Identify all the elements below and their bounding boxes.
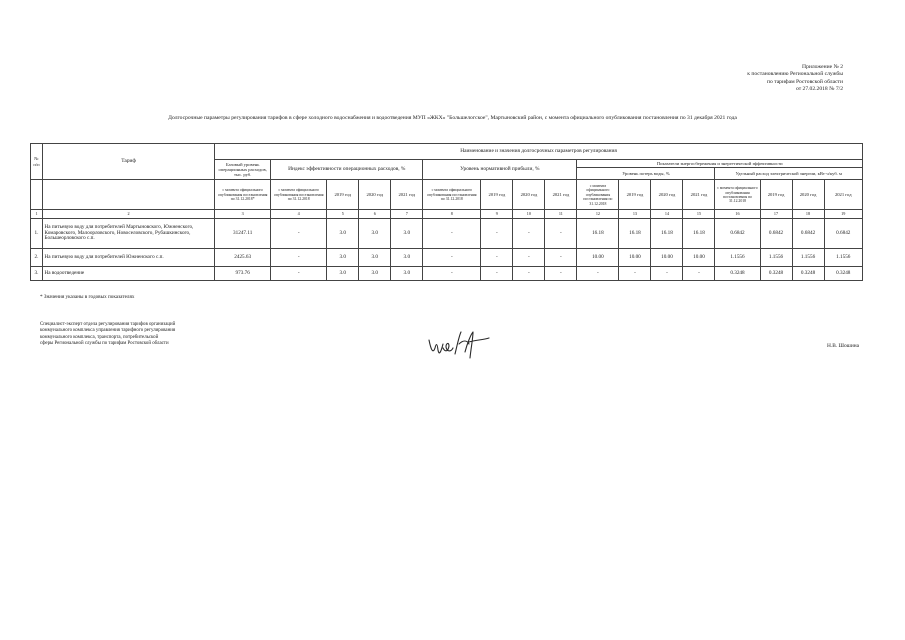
column-number: 4 <box>271 210 327 218</box>
header-tariff: Тариф <box>43 144 215 180</box>
header-loss-period: с момента официального опубликования постановления по 31.12.2018 <box>577 180 619 210</box>
row-loss-value: 10.00 <box>683 248 715 266</box>
header-profit-2021: 2021 год <box>545 180 577 210</box>
header-specific-electricity: Удельный расход электрической энергии, кВт·ч/куб. м <box>715 168 863 180</box>
column-number: 11 <box>545 210 577 218</box>
row-profit-value: - <box>545 266 577 280</box>
appendix-number: Приложение № 2 <box>802 64 843 70</box>
column-number: 1 <box>31 210 43 218</box>
row-tariff-name: На питьевую воду для потребителей Южненского с.п. <box>43 248 215 266</box>
row-eff-value: - <box>271 218 327 248</box>
row-elec-value: 0.3248 <box>715 266 760 280</box>
handwritten-signature <box>425 328 495 364</box>
header-profit-2020: 2020 год <box>513 180 545 210</box>
appendix-date: от 27.02.2018 № 7/2 <box>795 86 843 93</box>
row-profit-value: - <box>481 266 513 280</box>
row-base-level: 31247.11 <box>215 218 271 248</box>
row-profit-value: - <box>513 266 545 280</box>
row-loss-value: 10.00 <box>619 248 651 266</box>
row-elec-value: 1.1556 <box>824 248 862 266</box>
row-eff-value: 3.0 <box>359 266 391 280</box>
column-number: 16 <box>715 210 760 218</box>
row-profit-value: - <box>481 218 513 248</box>
row-elec-value: 0.3248 <box>760 266 792 280</box>
row-profit-value: - <box>545 248 577 266</box>
row-eff-value: 3.0 <box>327 218 359 248</box>
row-elec-value: 1.1556 <box>792 248 824 266</box>
position-line-2: коммунального комплекса управления тарифного регулирования <box>40 328 176 334</box>
row-eff-value: - <box>271 248 327 266</box>
signatory-position <box>40 322 260 348</box>
row-loss-value: 16.18 <box>651 218 683 248</box>
signer-name: Н.В. Шошина <box>827 343 859 349</box>
column-number: 10 <box>513 210 545 218</box>
table-row <box>31 218 863 248</box>
row-elec-value: 1.1556 <box>715 248 760 266</box>
row-loss-value: - <box>683 266 715 280</box>
header-params-group: Наименование и значения долгосрочных параметров регулирования <box>215 144 863 160</box>
row-tariff-name: На питьевую воду для потребителей Мартыновского, Южненского, Комаровского, Малоорловского, Новоселовского, Рубашкинского, Большеорловского с.п. <box>43 218 215 248</box>
column-number: 2 <box>43 210 215 218</box>
header-elec-2020: 2020 год <box>792 180 824 210</box>
header-energy-group: Показатели энергосбережения и энергетической эффективности <box>577 160 863 168</box>
column-number: 17 <box>760 210 792 218</box>
header-profit-period: с момента официального опубликования постановления по 31.12.2018 <box>423 180 481 210</box>
header-base-level: Базовый уровень операционных расходов, тыс. руб. <box>215 160 271 180</box>
position-line-3: коммунального комплекса, транспорта, потребительской <box>40 334 159 340</box>
header-water-loss: Уровень потерь воды, % <box>577 168 715 180</box>
tariff-parameters-table <box>30 143 863 281</box>
footnote: * Значения указаны в годовых показателях <box>40 294 135 300</box>
header-profit-2019: 2019 год <box>481 180 513 210</box>
row-tariff-name: На водоотведение <box>43 266 215 280</box>
row-eff-value: 3.0 <box>327 248 359 266</box>
signature-stroke <box>429 332 489 358</box>
appendix-line-3: по тарифам Ростовской области <box>767 78 843 85</box>
column-number: 18 <box>792 210 824 218</box>
row-elec-value: 0.6842 <box>715 218 760 248</box>
table-row <box>31 266 863 280</box>
header-elec-period: с момента официального опубликования постановления по 31.12.2018 <box>715 180 760 210</box>
row-profit-value: - <box>545 218 577 248</box>
header-profit-level: Уровень нормативной прибыли, % <box>423 160 577 180</box>
column-number: 7 <box>391 210 423 218</box>
header-eff-2021: 2021 год <box>391 180 423 210</box>
row-eff-value: 3.0 <box>327 266 359 280</box>
row-loss-value: 10.00 <box>651 248 683 266</box>
header-loss-2019: 2019 год <box>619 180 651 210</box>
header-base-period: с момента официального опубликования постановления по 31.12.2018* <box>215 180 271 210</box>
header-efficiency-index: Индекс эффективности операционных расходов, % <box>271 160 423 180</box>
row-loss-value: 10.00 <box>577 248 619 266</box>
header-eff-period: с момента официального опубликования постановления по 31.12.2018 <box>271 180 327 210</box>
row-elec-value: 0.6842 <box>760 218 792 248</box>
appendix-header <box>643 64 843 94</box>
column-number: 3 <box>215 210 271 218</box>
row-profit-value: - <box>513 248 545 266</box>
position-line-4: сферы Региональной службы по тарифам Ростовской области <box>40 341 169 347</box>
column-number: 5 <box>327 210 359 218</box>
row-number: 2. <box>31 248 43 266</box>
row-profit-value: - <box>513 218 545 248</box>
header-loss-2020: 2020 год <box>651 180 683 210</box>
header-loss-2021: 2021 год <box>683 180 715 210</box>
table-row <box>31 248 863 266</box>
row-loss-value: 16.18 <box>577 218 619 248</box>
header-elec-2019: 2019 год <box>760 180 792 210</box>
row-eff-value: 3.0 <box>359 248 391 266</box>
appendix-line-2: к постановлению Региональной службы <box>747 71 843 78</box>
row-profit-value: - <box>423 248 481 266</box>
row-elec-value: 1.1556 <box>760 248 792 266</box>
row-eff-value: 3.0 <box>391 266 423 280</box>
row-loss-value: - <box>577 266 619 280</box>
header-eff-2020: 2020 год <box>359 180 391 210</box>
column-number: 13 <box>619 210 651 218</box>
header-elec-2021: 2021 год <box>824 180 862 210</box>
row-profit-value: - <box>423 266 481 280</box>
document-title: Долгосрочные параметры регулирования тарифов в сфере холодного водоснабжения и водоотведения МУП «ЖКХ» "Большелогское", Мартыновский район, с момента официального опубликования постановления по 31 декабря 2021 года <box>168 115 737 121</box>
column-number: 19 <box>824 210 862 218</box>
column-number: 15 <box>683 210 715 218</box>
row-elec-value: 0.6842 <box>824 218 862 248</box>
row-loss-value: - <box>651 266 683 280</box>
row-loss-value: - <box>619 266 651 280</box>
header-eff-2019: 2019 год <box>327 180 359 210</box>
row-eff-value: - <box>271 266 327 280</box>
row-elec-value: 0.3248 <box>824 266 862 280</box>
row-eff-value: 3.0 <box>391 218 423 248</box>
column-number-row <box>31 210 863 218</box>
column-number: 8 <box>423 210 481 218</box>
row-base-level: 2425.63 <box>215 248 271 266</box>
row-number: 3. <box>31 266 43 280</box>
position-line-1: Специалист-эксперт отдела регулирования тарифов организаций <box>40 322 176 327</box>
row-profit-value: - <box>481 248 513 266</box>
column-number: 6 <box>359 210 391 218</box>
header-num: № п/п <box>31 144 43 180</box>
row-number: 1. <box>31 218 43 248</box>
column-number: 12 <box>577 210 619 218</box>
row-elec-value: 0.3248 <box>792 266 824 280</box>
row-eff-value: 3.0 <box>359 218 391 248</box>
row-loss-value: 16.18 <box>683 218 715 248</box>
row-loss-value: 16.18 <box>619 218 651 248</box>
row-profit-value: - <box>423 218 481 248</box>
column-number: 9 <box>481 210 513 218</box>
row-base-level: 973.76 <box>215 266 271 280</box>
column-number: 14 <box>651 210 683 218</box>
row-eff-value: 3.0 <box>391 248 423 266</box>
row-elec-value: 0.6842 <box>792 218 824 248</box>
